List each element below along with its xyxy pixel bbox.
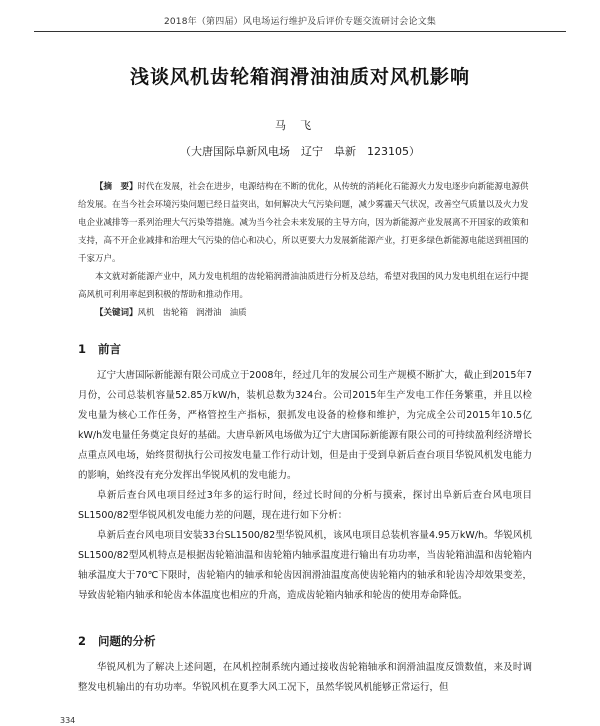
body-paragraph: 华锐风机为了解决上述问题，在风机控制系统内通过接收齿轮箱轴承和润滑油温度反馈数值，来及时调整发电机输出的有功功率。华锐风机在夏季大风工况下，虽然华锐风机能够正常运行，但	[78, 662, 532, 693]
section-heading-intro	[78, 341, 121, 357]
section-title: 问题的分析	[98, 634, 156, 648]
keyword: 齿轮箱	[162, 308, 189, 318]
abstract-text: 时代在发展，社会在进步，电源结构在不断的优化，从传统的消耗化石能源火力发电逐步向新能源电源供给发展。在当今社会环境污染问题已经日益突出，如何解决大气污染问题，减少雾霾天气状况，改善空气质量以及火力发电企业减排等一系列治理大气污染等措施。减为当今社会未来发展的主导方向，因为新能源产业发展离不开国家的政策和支持，高不开企业减排和治理大气污染的信心和决心，所以更要大力发展新能源产业，打更多绿色新能源电能送到祖国的千家万户。	[78, 182, 529, 264]
section-number: 1	[78, 342, 87, 356]
abstract-summary: 本文就对新能源产业中，风力发电机组的齿轮箱润滑油油质进行分析及总结，希望对我国的风力发电机组在运行中提高风机可利用率起到积极的帮助和推动作用。	[78, 272, 529, 300]
section-title: 前言	[98, 342, 122, 356]
running-header: 2018年（第四届）风电场运行维护及后评价专题交流研讨会论文集	[34, 14, 566, 32]
keywords	[78, 304, 530, 322]
keyword: 油质	[229, 308, 247, 318]
body-paragraph: 阜新后查台风电项目经过3年多的运行时间，经过长时间的分析与摸索，探讨出阜新后查台风电项目SL1500/82型华锐风机发电能力差的问题，现在进行如下分析：	[78, 490, 532, 521]
abstract-label: 【摘 要】	[95, 182, 138, 192]
section-number: 2	[78, 634, 87, 648]
section-heading-analysis	[78, 633, 156, 649]
keyword: 风机	[137, 308, 155, 318]
body-paragraph: 阜新后查台风电项目安装33台SL1500/82型华锐风机，该风电项目总装机容量4.95万kW/h。华锐风机SL1500/82型风机特点是根据齿轮箱油温和齿轮箱内轴承温度进行输出有功功率，当齿轮箱油温和齿轮箱内轴承温度大于70℃下限时，齿轮箱内的轴承和轮齿因润滑油温度高使齿轮箱内的轴承和轮齿冷却效果变差，导致齿轮箱内轴承和轮齿本体温度也相应的升高，造成齿轮箱内轴承和轮齿的使用寿命降低。	[78, 530, 532, 601]
author-affiliation: （大唐国际阜新风电场 辽宁 阜新 123105）	[180, 145, 420, 158]
keyword: 润滑油	[196, 308, 222, 318]
author-name: 马飞	[275, 119, 325, 132]
body-paragraph: 辽宁大唐国际新能源有限公司成立于2008年，经过几年的发展公司生产规模不断扩大，截止到2015年7月份，公司总装机容量52.85万kW/h，装机总数为324台。公司2015年生产发电工作任务繁重，并且以检发电量为核心工作任务，严格管控生产指标，狠抓发电设备的检修和维护，为完成全公司2015年10.5亿kW/h发电量任务奠定良好的基础。大唐阜新风电场做为辽宁大唐国际新能源有限公司的可持续盈利经济增长点重点风电场，始终贯彻执行公司按发电量工作行动计划，但是由于受到阜新后查台项目华锐风机发电能力的影响，始终没有充分发挥出华锐风机的发电能力。	[78, 370, 532, 481]
page-number: 334	[60, 716, 76, 725]
keywords-label: 【关键词】	[95, 308, 138, 318]
article-title: 浅谈风机齿轮箱润滑油油质对风机影响	[129, 66, 470, 88]
abstract	[78, 178, 530, 268]
